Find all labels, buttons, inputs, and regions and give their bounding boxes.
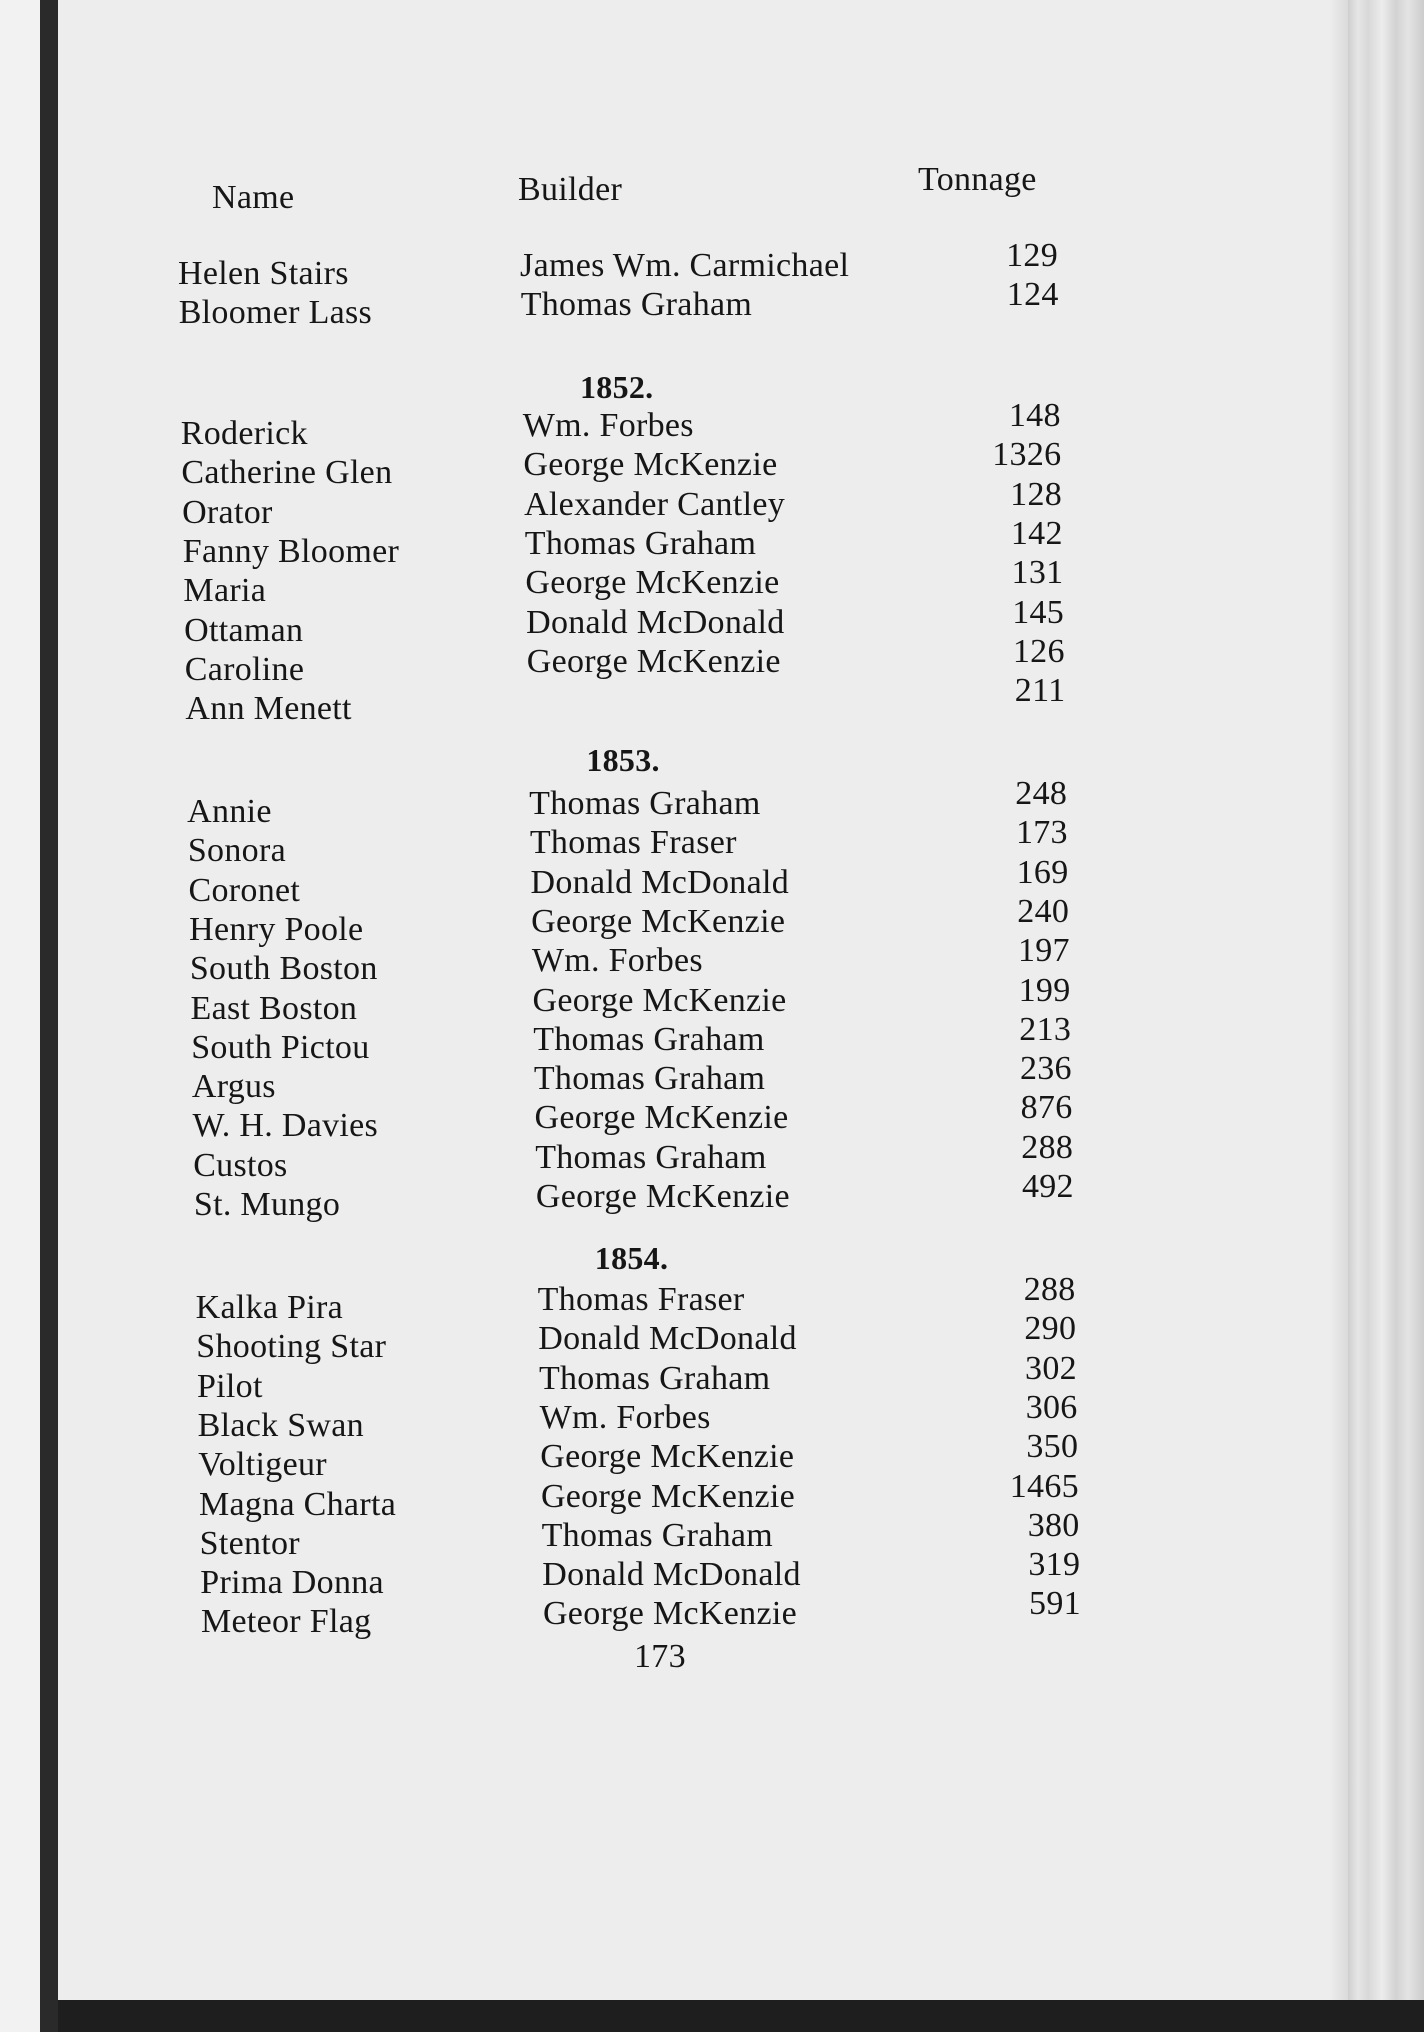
page-number: 173 xyxy=(634,1638,686,1675)
ship-tonnage: 319 xyxy=(1028,1546,1081,1584)
ship-builder: Alexander Cantley xyxy=(524,485,786,523)
page-stack-edge xyxy=(1348,0,1424,2032)
ship-tonnage: 591 xyxy=(1029,1585,1081,1623)
column-header-name: Name xyxy=(212,179,295,216)
ship-name: Sonora xyxy=(187,832,286,870)
ship-tonnage: 128 xyxy=(1010,475,1063,513)
column-header-builder: Builder xyxy=(518,171,623,208)
ship-tonnage: 145 xyxy=(1012,593,1065,631)
ship-builder: George McKenzie xyxy=(535,1178,790,1215)
ship-name: Ottaman xyxy=(184,611,304,649)
ship-builder: Donald McDonald xyxy=(526,603,785,641)
ship-tonnage: 288 xyxy=(1023,1271,1076,1308)
ship-name: Orator xyxy=(182,493,273,531)
ship-builder: Donald McDonald xyxy=(538,1320,797,1358)
ship-builder: George McKenzie xyxy=(531,902,786,940)
ship-tonnage: 876 xyxy=(1020,1089,1073,1127)
ship-builder: Thomas Graham xyxy=(541,1516,774,1554)
ship-builder: George McKenzie xyxy=(525,564,780,602)
ship-tonnage: 492 xyxy=(1021,1168,1074,1205)
column-header-tonnage: Tonnage xyxy=(918,161,1037,198)
ship-tonnage: 1465 xyxy=(1009,1467,1079,1505)
ship-tonnage: 306 xyxy=(1025,1388,1078,1426)
ship-builder: Thomas Graham xyxy=(538,1359,771,1397)
ship-name: South Pictou xyxy=(191,1028,370,1066)
ship-builder: Thomas Graham xyxy=(535,1138,767,1176)
ship-name: St. Mungo xyxy=(193,1186,341,1223)
ship-tonnage: 302 xyxy=(1025,1349,1077,1387)
ship-builder: George McKenzie xyxy=(540,1477,795,1515)
ship-tonnage: 380 xyxy=(1027,1506,1080,1544)
ship-name: East Boston xyxy=(190,989,358,1027)
ship-builder: Thomas Graham xyxy=(533,1060,766,1098)
ship-name: Voltigeur xyxy=(198,1446,327,1484)
year-heading: 1852. xyxy=(579,369,654,405)
ship-builder: Thomas Graham xyxy=(524,524,757,562)
ship-name: Roderick xyxy=(180,415,308,452)
ship-tonnage: 197 xyxy=(1017,932,1070,970)
ship-tonnage: 142 xyxy=(1010,514,1063,552)
left-margin xyxy=(0,0,40,2032)
ship-name: Prima Donna xyxy=(200,1564,384,1602)
ship-builder: Donald McDonald xyxy=(542,1556,801,1594)
ship-tonnage: 350 xyxy=(1026,1428,1079,1466)
year-heading: 1854. xyxy=(594,1240,669,1276)
ship-builder: Wm. Forbes xyxy=(531,942,703,980)
ship-name: Black Swan xyxy=(197,1406,364,1444)
ship-tonnage: 199 xyxy=(1018,971,1071,1009)
ship-name: W. H. Davies xyxy=(192,1107,379,1145)
ship-builder: George McKenzie xyxy=(526,642,781,680)
ship-builder: Thomas Graham xyxy=(520,286,753,324)
ship-name: Ann Menett xyxy=(185,690,352,728)
ship-tonnage: 148 xyxy=(1008,397,1061,434)
ship-builder: George McKenzie xyxy=(532,981,787,1019)
ship-builder: George McKenzie xyxy=(523,446,778,484)
ship-builder: Wm. Forbes xyxy=(522,407,694,444)
ship-builder: George McKenzie xyxy=(534,1099,789,1137)
ship-builder: Thomas Graham xyxy=(533,1020,765,1058)
ship-name: South Boston xyxy=(189,950,378,988)
ship-name: Kalka Pira xyxy=(195,1289,344,1326)
year-heading: 1853. xyxy=(586,742,660,778)
ship-tonnage: 126 xyxy=(1012,632,1065,670)
ship-name: Custos xyxy=(193,1146,288,1184)
ship-tonnage: 248 xyxy=(1015,775,1068,812)
ship-tonnage: 173 xyxy=(1015,814,1068,852)
ship-tonnage: 131 xyxy=(1011,554,1064,592)
ship-name: Pilot xyxy=(196,1367,263,1405)
ship-tonnage: 236 xyxy=(1019,1050,1072,1088)
ship-tonnage: 169 xyxy=(1016,853,1069,891)
ship-name: Fanny Bloomer xyxy=(182,532,400,570)
ship-tonnage: 1326 xyxy=(992,436,1062,474)
ship-tonnage: 290 xyxy=(1024,1310,1077,1348)
ship-name: Shooting Star xyxy=(196,1328,387,1366)
ship-builder: Donald McDonald xyxy=(530,863,790,901)
ship-builder: George McKenzie xyxy=(542,1595,797,1633)
ship-name: Maria xyxy=(183,572,267,610)
ship-name: Coronet xyxy=(188,871,301,909)
ship-tonnage: 288 xyxy=(1021,1128,1074,1166)
bottom-shadow xyxy=(58,2000,1424,2032)
ship-builder: George McKenzie xyxy=(540,1438,795,1476)
ship-name: Argus xyxy=(191,1068,276,1106)
ship-name: Henry Poole xyxy=(189,910,364,948)
ship-builder: Thomas Fraser xyxy=(537,1281,745,1318)
ship-tonnage: 211 xyxy=(1014,672,1066,710)
ship-name: Meteor Flag xyxy=(200,1603,372,1641)
ship-builder: James Wm. Carmichael xyxy=(520,247,850,284)
ship-name: Helen Stairs xyxy=(178,255,349,292)
ship-name: Catherine Glen xyxy=(181,454,393,492)
page-edge-shadow xyxy=(1330,0,1348,2032)
ship-tonnage: 124 xyxy=(1006,276,1059,314)
ship-name: Annie xyxy=(187,793,272,830)
ship-name: Bloomer Lass xyxy=(178,294,373,332)
ship-tonnage: 129 xyxy=(1006,237,1059,274)
ship-builder: Thomas Fraser xyxy=(529,824,737,862)
ship-tonnage: 213 xyxy=(1019,1010,1072,1048)
ship-name: Caroline xyxy=(184,650,305,688)
ship-tonnage: 240 xyxy=(1017,892,1070,930)
ship-name: Stentor xyxy=(199,1524,300,1562)
ship-builder: Wm. Forbes xyxy=(539,1398,711,1436)
ship-name: Magna Charta xyxy=(198,1485,397,1523)
ship-builder: Thomas Graham xyxy=(529,785,761,822)
